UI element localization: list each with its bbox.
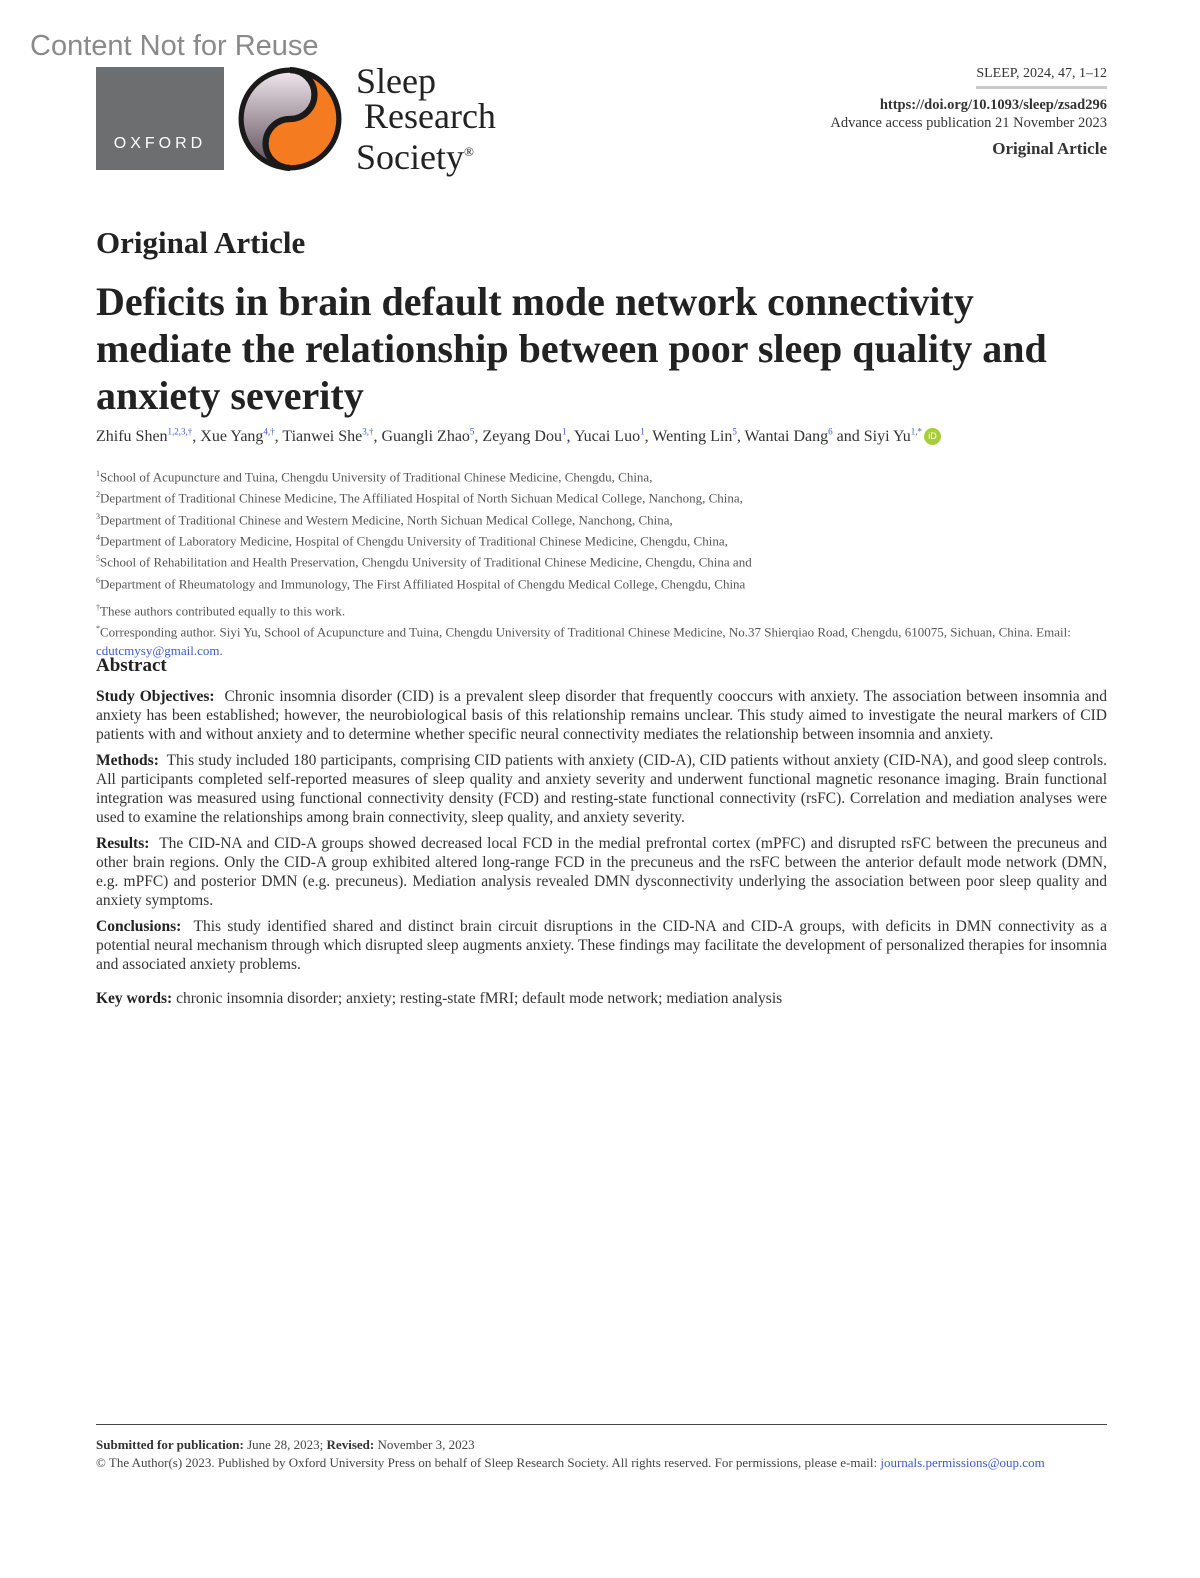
author-affiliation-marker[interactable]: 5 bbox=[469, 427, 475, 437]
abstract-section: Results: The CID-NA and CID-A groups showed decreased local FCD in the medial prefrontal cortex (mPFC) and disrupted rsFC between the precuneus and other brain regions. Only the CID-A group exhibited altered long-range FCD in the precuneus and the rsFC between the anterior default mode network (DMN, e.g. mPFC) and posterior DMN (e.g. precuneus). Mediation analysis revealed DMN dysconnectivity underlying the association between poor sleep quality and anxiety symptoms. bbox=[96, 835, 1107, 909]
author-name: Siyi Yu bbox=[863, 428, 911, 446]
society-name-line: Sleep bbox=[356, 61, 436, 101]
advance-access-date: Advance access publication 21 November 2023 bbox=[830, 115, 1107, 131]
abstract-heading: Abstract bbox=[96, 655, 167, 676]
article-title: Deficits in brain default mode network connectivity mediate the relationship between poor sleep quality and anxiety severity bbox=[96, 279, 1047, 418]
article-type: Original Article bbox=[992, 139, 1107, 158]
author-affiliation-marker[interactable]: 5 bbox=[732, 427, 737, 437]
equal-contribution-note: †These authors contributed equally to this work. bbox=[96, 602, 346, 619]
author-affiliation-marker[interactable]: 1,* bbox=[910, 427, 922, 437]
author-separator: , bbox=[566, 428, 574, 446]
registered-mark: ® bbox=[463, 144, 474, 159]
abstract-section: Methods: This study included 180 participants, comprising CID patients with anxiety (CID-A), CID patients without anxiety (CID-NA), and good sleep controls. All participants completed self-reported measures of sleep quality and anxiety severity and underwent functional magnetic resonance imaging. Brain functional integration was measured using functional connectivity density (FCD) and resting-state functional connectivity (rsFC). Correlation and mediation analyses were used to examine the relationships among brain connectivity, sleep quality, and anxiety severity. bbox=[96, 752, 1107, 826]
affiliation-item: $^3$Department of Traditional Chinese and Western Medicine, North Sichuan Medical College, Nanchong, China, bbox=[96, 511, 673, 527]
watermark: Content Not for Reuse bbox=[30, 30, 319, 62]
author-name: Wantai Dang bbox=[744, 428, 829, 446]
author-name: Guangli Zhao bbox=[381, 428, 470, 446]
abstract-section: Conclusions: This study identified shared and distinct brain circuit disruptions in the CID-NA and CID-A groups, with deficits in DMN connectivity as a potential neural mechanism through which disrupted sleep augments anxiety. These findings may facilitate the development of personalized therapies for insomnia and associated anxiety problems. bbox=[96, 918, 1107, 973]
abstract-section: Study Objectives: Chronic insomnia disorder (CID) is a prevalent sleep disorder that frequently cooccurs with anxiety. The association between insomnia and anxiety has been established; however, the neurobiological basis of this relationship remains unclear. This study aimed to investigate the neural markers of CID patients with and without anxiety and to determine whether specific neural connectivity mediates the relationship between insomnia and anxiety. bbox=[96, 688, 1108, 743]
author-name: Wenting Lin bbox=[652, 428, 733, 446]
affiliations bbox=[96, 465, 1108, 660]
oxford-logo-text: OXFORD bbox=[113, 135, 207, 152]
sleep-research-society-wordmark bbox=[356, 61, 496, 177]
author-name: Xue Yang bbox=[200, 428, 264, 446]
author-affiliation-marker[interactable]: 4,† bbox=[263, 427, 275, 437]
author-list bbox=[96, 427, 1106, 446]
affiliation-item: $^6$Department of Rheumatology and Immunology, The First Affiliated Hospital of Chengdu Medical College, Chengdu, China bbox=[96, 575, 746, 591]
doi-link[interactable]: https://doi.org/10.1093/sleep/zsad296 bbox=[879, 97, 1107, 113]
author-affiliation-marker[interactable]: 1 bbox=[640, 427, 645, 437]
publication-footer bbox=[96, 1424, 1107, 1472]
abstract bbox=[96, 655, 1107, 1008]
author-separator: , bbox=[192, 428, 201, 446]
sleep-research-society-emblem bbox=[238, 67, 342, 171]
author-name: Yucai Luo bbox=[573, 428, 641, 446]
affiliation-item: $^5$School of Rehabilitation and Health Preservation, Chengdu University of Traditional Chinese Medicine, Chengdu, China and bbox=[96, 554, 752, 570]
section-label: Original Article bbox=[96, 225, 306, 260]
author-separator: , bbox=[373, 428, 382, 446]
author-separator: , bbox=[274, 428, 283, 446]
author-affiliation-marker[interactable]: 1 bbox=[561, 427, 567, 437]
corresponding-author-note: *Corresponding author. Siyi Yu, School of Acupuncture and Tuina, Chengdu University of Traditional Chinese Medicine, No.37 Shierqiao Road, Chengdu, 610075, Sichuan, China. Email: cdutcmysy@gmail.com. bbox=[96, 624, 1071, 658]
society-name-line: Research bbox=[364, 96, 496, 136]
author-name: Zhifu Shen bbox=[96, 428, 168, 446]
author-separator: , bbox=[474, 428, 483, 446]
affiliation-item: $^2$Department of Traditional Chinese Medicine, The Affiliated Hospital of North Sichuan Medical College, Nanchong, China, bbox=[96, 490, 743, 506]
copyright-notice: © The Author(s) 2023. Published by Oxford University Press on behalf of Sleep Research Society. All rights reserved. For permissions, please e-mail: journals.permissions@oup.com bbox=[96, 1455, 1045, 1470]
society-name-line: Society bbox=[356, 137, 464, 177]
keywords: Key words: chronic insomnia disorder; anxiety; resting-state fMRI; default mode network; mediation analysis bbox=[96, 990, 783, 1007]
author-affiliation-marker[interactable]: 6 bbox=[828, 427, 833, 437]
submission-dates: Submitted for publication: June 28, 2023; Revised: November 3, 2023 bbox=[96, 1437, 475, 1452]
journal-header bbox=[830, 64, 1107, 159]
author-name: Zeyang Dou bbox=[482, 428, 562, 446]
author-affiliation-marker[interactable]: 1,2,3,† bbox=[167, 427, 193, 437]
affiliation-item: $^4$Department of Laboratory Medicine, Hospital of Chengdu University of Traditional Chinese Medicine, Chengdu, China, bbox=[96, 532, 728, 549]
oxford-logo bbox=[96, 67, 224, 170]
author-separator: , bbox=[644, 428, 653, 446]
author-separator: and bbox=[832, 428, 864, 446]
author-name: Tianwei She bbox=[282, 428, 363, 446]
affiliation-item: $^1$School of Acupuncture and Tuina, Chengdu University of Traditional Chinese Medicine, Chengdu, China, bbox=[96, 469, 653, 485]
permissions-email-link[interactable]: journals.permissions@oup.com bbox=[880, 1455, 1045, 1470]
author-affiliation-marker[interactable]: 3,† bbox=[362, 427, 374, 437]
journal-reference: SLEEP, 2024, 47, 1–12 bbox=[976, 66, 1107, 89]
orcid-icon[interactable]: iD bbox=[924, 428, 941, 445]
author-notes bbox=[96, 599, 1108, 660]
corresponding-email-link[interactable]: cdutcmysy@gmail.com bbox=[96, 642, 220, 658]
author-separator: , bbox=[736, 428, 745, 446]
